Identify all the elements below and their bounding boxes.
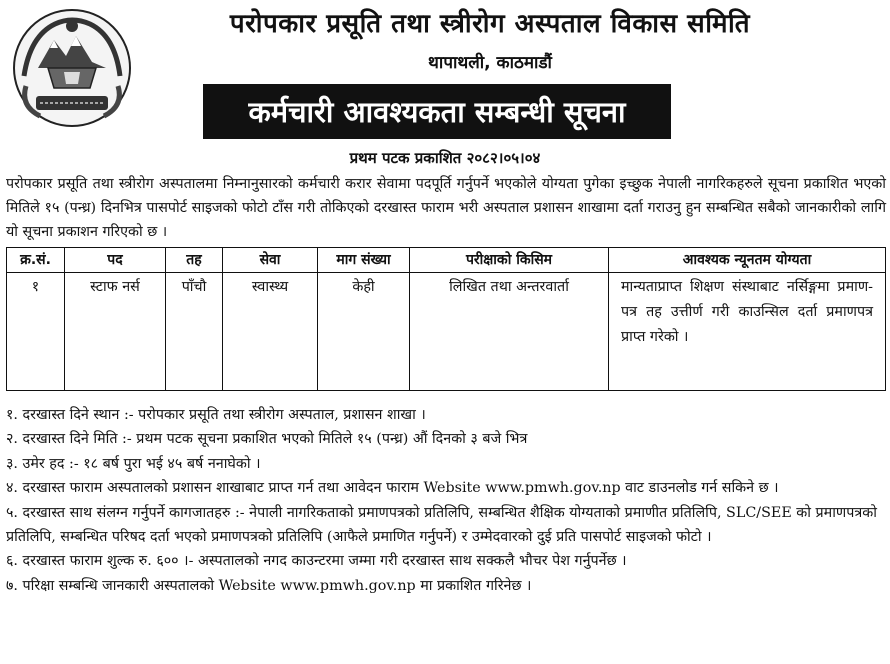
header-service: सेवा [223, 248, 318, 273]
vacancy-table [6, 247, 886, 391]
nepal-government-emblem-icon [10, 6, 134, 130]
cell-minimum-qualification: मान्यताप्राप्त शिक्षण संस्थाबाट नर्सिङ्गमा प्रमाण-पत्र तह उत्तीर्ण गरी काउन्सिल दर्ता प्रमाणपत्र प्राप्त गरेको । [609, 273, 886, 391]
header-exam-type: परीक्षाको किसिम [410, 248, 609, 273]
notice-title: कर्मचारी आवश्यकता सम्बन्धी सूचना [248, 95, 626, 129]
cell-service: स्वास्थ्य [223, 273, 318, 391]
header-level: तह [166, 248, 223, 273]
header-minimum-qualification: आवश्यक न्यूनतम योग्यता [609, 248, 886, 273]
publication-date: प्रथम पटक प्रकाशित २०८२।०५।०४ [349, 149, 541, 167]
list-item: ६. दरखास्त फाराम शुल्क रु. ६०० ।- अस्पतालको नगद काउन्टरमा जम्मा गरी दरखास्त साथ सक्कलै भौचर पेश गर्नुपर्नेछ । [6, 553, 627, 570]
list-item: ५. दरखास्त साथ संलग्न गर्नुपर्ने कागजातहरु :- नेपाली नागरिकताको प्रमाणपत्रको प्रतिलिपि, सम्बन्धित शैक्षिक योग्यताको प्रमाणीत प्रतिलिपि, SLC/SEE को प्रमाणपत्रको प्रतिलिपि, सम्बन्धित परिषद दर्ता भएको प्रमाणपत्रको प्रतिलिपि (आफैले प्रमाणित गर्नुपर्ने) र उम्मेदवारको दुई प्रति पासपोर्ट साइजको फोटो । [6, 504, 877, 546]
header-demand-count: माग संख्या [318, 248, 410, 273]
terms-list [6, 403, 888, 598]
cell-post: स्टाफ नर्स [65, 273, 166, 391]
notice-title-banner [203, 84, 671, 139]
organization-name: परोपकार प्रसूति तथा स्त्रीरोग अस्पताल विकास समिति [229, 9, 751, 39]
header-serial-number: क्र.सं. [7, 248, 65, 273]
intro-paragraph: परोपकार प्रसूति तथा स्त्रीरोग अस्पतालमा निम्नानुसारको कर्मचारी करार सेवामा पदपूर्ति गर्नुपर्ने भएकोले योग्यता पुगेका इच्छुक नेपाली नागरिकहरुले सूचना प्रकाशित भएको मितिले १५ (पन्ध्र) दिनभित्र पासपोर्ट साइजको फोटो टाँस गरी तोकिएको दरखास्त फाराम भरी अस्पताल प्रशासन शाखामा दर्ता गराउनु हुन सम्बन्धित सबैको जानकारीको लागि यो सूचना प्रकाशन गरिएको छ । [6, 176, 886, 240]
header-post: पद [65, 248, 166, 273]
cell-serial-number: १ [7, 273, 65, 391]
table-header-row [7, 248, 886, 273]
cell-exam-type: लिखित तथा अन्तरवार्ता [410, 273, 609, 391]
list-item: ७. परिक्षा सम्बन्धि जानकारी अस्पतालको Website www.pmwh.gov.np मा प्रकाशित गरिनेछ । [6, 577, 532, 594]
list-item: १. दरखास्त दिने स्थान :- परोपकार प्रसूति तथा स्त्रीरोग अस्पताल, प्रशासन शाखा । [6, 407, 426, 423]
list-item: ४. दरखास्त फाराम अस्पतालको प्रशासन शाखाबाट प्राप्त गर्न तथा आवेदन फाराम Website www.pmwh.gov.np वाट डाउनलोड गर्न सकिने छ । [6, 480, 779, 497]
table-row [7, 273, 886, 391]
organization-address: थापाथली, काठमाडौं [428, 53, 552, 73]
cell-demand-count: केही [318, 273, 410, 391]
list-item: ३. उमेर हद :- १८ बर्ष पुरा भई ४५ बर्ष ननाघेको । [6, 455, 261, 472]
cell-level: पाँचौ [166, 273, 223, 391]
list-item: २. दरखास्त दिने मिति :- प्रथम पटक सूचना प्रकाशित भएको मितिले १५ (पन्ध्र) औं दिनको ३ बजे भित्र [6, 431, 528, 448]
